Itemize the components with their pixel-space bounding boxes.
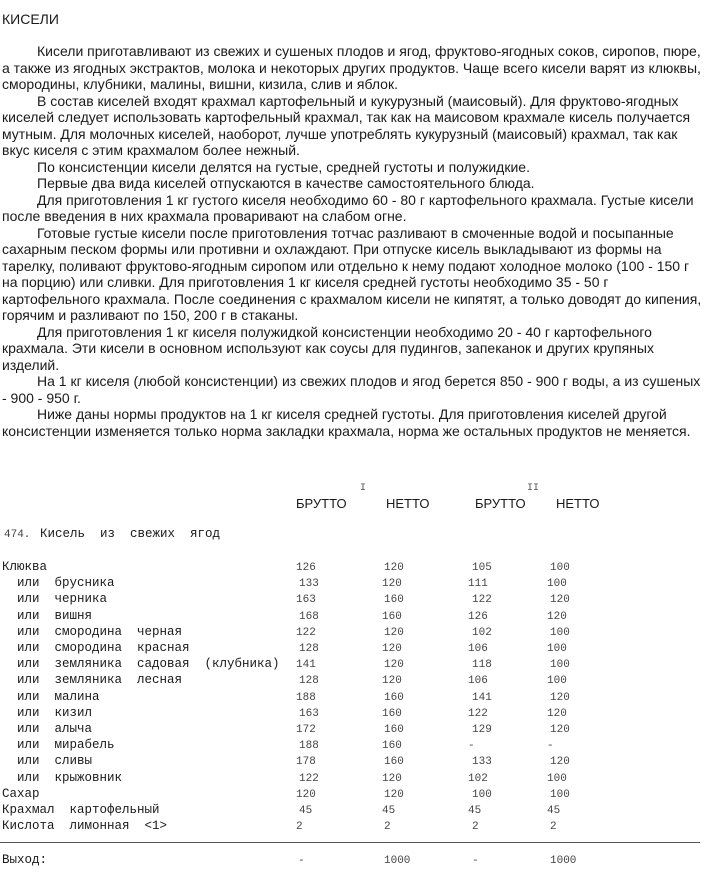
yield-value: -: [298, 855, 305, 867]
quantity-cell: 160: [382, 610, 402, 623]
quantity-cell: 118: [472, 659, 492, 672]
quantity-cell: 160: [384, 691, 404, 704]
ingredient-name: или земляника лесная: [2, 673, 183, 688]
quantity-cell: 122: [296, 626, 316, 639]
quantity-cell: 102: [472, 626, 492, 639]
quantity-cell: 122: [472, 594, 492, 607]
quantity-cell: 163: [299, 707, 319, 720]
quantity-cell: 100: [472, 788, 492, 801]
paragraph: На 1 кг киселя (любой консистенции) из свежих плодов и ягод берется 850 - 900 г воды, а из сушеных - 900 - 950 г.: [2, 373, 701, 406]
quantity-cell: 122: [299, 772, 319, 785]
quantity-cell: 120: [547, 707, 567, 720]
quantity-cell: 120: [550, 756, 570, 769]
recipe-number: 474.: [4, 529, 31, 541]
ingredient-name: или брусника: [2, 576, 115, 591]
ingredient-name: Крахмал картофельный: [2, 803, 160, 817]
yield-value: 1000: [384, 855, 411, 867]
divider: [0, 842, 700, 843]
quantity-cell: 120: [550, 724, 570, 736]
ingredient-name: или земляника садовая (клубника): [2, 657, 280, 672]
ingredient-name: или кизил: [2, 705, 93, 720]
quantity-cell: 120: [550, 594, 570, 607]
quantity-cell: 100: [550, 659, 570, 672]
quantity-cell: 129: [472, 724, 492, 736]
quantity-cell: 178: [296, 756, 316, 769]
quantity-cell: 188: [299, 740, 319, 753]
quantity-cell: 2: [550, 821, 557, 834]
quantity-cell: 133: [299, 578, 319, 591]
ingredient-name: или малина: [2, 689, 100, 704]
quantity-cell: 45: [468, 805, 482, 817]
quantity-cell: 106: [468, 675, 488, 688]
ingredient-name: Сахар: [2, 786, 40, 801]
quantity-cell: 2: [384, 821, 391, 834]
quantity-cell: 100: [547, 675, 567, 688]
quantity-cell: 133: [472, 756, 492, 769]
yield-label: Выход:: [2, 853, 48, 867]
quantity-cell: 122: [468, 707, 488, 720]
quantity-cell: 120: [382, 578, 402, 591]
quantity-cell: 120: [296, 788, 316, 801]
yield-value: 1000: [550, 855, 577, 867]
paragraph: Кисели приготавливают из свежих и сушеных плодов и ягод, фруктово-ягодных соков, сиропов, пюре, а также из ягодных экстрактов, молока и некоторых других продуктов. Чаще всего кисели варят из клюквы, смородины, клубники, малины, вишни, кизила, слив и яблок.: [2, 43, 701, 92]
quantity-cell: 100: [547, 772, 567, 785]
paragraph: Для приготовления 1 кг густого киселя необходимо 60 - 80 г картофельного крахмала. Густые кисели после введения в них крахмала проваривают на слабом огне.: [2, 191, 694, 224]
quantity-cell: 163: [296, 594, 316, 607]
quantity-cell: 102: [468, 772, 488, 785]
paragraph: Для приготовления 1 кг киселя полужидкой консистенции необходимо 20 - 40 г картофельного крахмала. Эти кисели в основном используют как соусы для пудингов, запеканок и других крупяных изделий.: [2, 323, 654, 373]
recipe-title: Кисель из свежих ягод: [40, 527, 221, 541]
quantity-cell: 100: [550, 562, 570, 574]
quantity-cell: 105: [472, 562, 492, 574]
quantity-cell: 111: [468, 578, 488, 591]
quantity-cell: 120: [384, 626, 404, 639]
quantity-cell: 120: [382, 643, 402, 655]
quantity-cell: 120: [550, 691, 570, 704]
quantity-cell: 160: [382, 707, 402, 720]
ingredient-name: или сливы: [2, 754, 93, 769]
quantity-cell: 126: [296, 562, 316, 574]
ingredient-name: или смородина черная: [2, 624, 183, 639]
quantity-cell: 160: [382, 740, 402, 753]
paragraph: Готовые густые кисели после приготовления тотчас разливают в смоченные водой и посыпанные сахарным песком формы или противни и охлаждают. При отпуске кисель выкладывают из формы на тарелку, поливают фруктово-ягодным сиропом или отдельно к нему подают холодное молоко (100 - 150 г на порцию) или сливки. Для приготовления 1 кг киселя средней густоты необходимо 35 - 50 г картофельного крахмала. После соединения с крахмалом кисели не кипятят, а только доводят до кипения, горячим и разливают по 150, 200 г в стаканы.: [2, 224, 702, 323]
quantity-cell: 106: [468, 643, 488, 655]
ingredient-name: или черника: [2, 592, 108, 607]
quantity-cell: 45: [299, 805, 313, 817]
column-header-netto-1: НЕТТО: [386, 496, 430, 511]
ingredient-name: Клюква: [2, 560, 48, 574]
intro-text: [2, 43, 702, 439]
quantity-cell: 188: [296, 691, 316, 704]
ingredient-name: или вишня: [2, 608, 93, 623]
quantity-cell: 2: [296, 821, 303, 834]
ingredient-name: или мирабель: [2, 738, 115, 753]
ingredient-name: или крыжовник: [2, 770, 123, 785]
quantity-cell: 160: [384, 756, 404, 769]
quantity-cell: 100: [550, 626, 570, 639]
column-header-netto-2: НЕТТО: [556, 496, 600, 511]
quantity-cell: 160: [384, 724, 404, 736]
group-label-i: I: [360, 483, 367, 494]
quantity-cell: 45: [547, 805, 561, 817]
ingredient-name: Кислота лимонная <1>: [2, 819, 168, 834]
page-title: КИСЕЛИ: [2, 11, 59, 27]
quantity-cell: 120: [382, 772, 402, 785]
quantity-cell: 141: [472, 691, 492, 704]
yield-value: -: [472, 855, 479, 867]
paragraph: Первые два вида киселей отпускаются в качестве самостоятельного блюда.: [37, 175, 535, 191]
quantity-cell: 141: [296, 659, 316, 672]
quantity-cell: -: [468, 740, 475, 753]
quantity-cell: 160: [384, 594, 404, 607]
column-header-brutto-1: БРУТТО: [296, 496, 347, 511]
ingredient-name: или алыча: [2, 722, 93, 736]
quantity-cell: 100: [547, 643, 567, 655]
quantity-cell: 100: [550, 788, 570, 801]
quantity-cell: 120: [384, 659, 404, 672]
quantity-cell: 2: [472, 821, 479, 834]
quantity-cell: 120: [384, 562, 404, 574]
quantity-cell: 128: [299, 643, 319, 655]
quantity-cell: 172: [296, 724, 316, 736]
group-label-ii: II: [527, 483, 540, 494]
quantity-cell: 128: [299, 675, 319, 688]
ingredient-name: или смородина красная: [2, 641, 190, 655]
quantity-cell: 120: [547, 610, 567, 623]
quantity-cell: 168: [299, 610, 319, 623]
paragraph: В состав киселей входят крахмал картофельный и кукурузный (маисовый). Для фруктово-ягодных киселей следует использовать картофельный крахмал, так как на маисовом крахмале кисель получается мутным. Для молочных киселей, наоборот, лучше употреблять кукурузный (маисовый) крахмал, так как вкус киселя с этим крахмалом более нежный.: [2, 92, 691, 158]
quantity-cell: 126: [468, 610, 488, 623]
quantity-cell: 45: [382, 805, 396, 817]
paragraph: Ниже даны нормы продуктов на 1 кг киселя средней густоты. Для приготовления киселей другой консистенции изменяется только норма закладки крахмала, норма же остальных продуктов не меняется.: [2, 406, 691, 439]
paragraph: По консистенции кисели делятся на густые, средней густоты и полужидкие.: [37, 158, 530, 175]
quantity-cell: 120: [384, 788, 404, 801]
quantity-cell: -: [547, 740, 554, 753]
quantity-cell: 120: [382, 675, 402, 688]
quantity-cell: 100: [547, 578, 567, 591]
column-header-brutto-2: БРУТТО: [475, 496, 526, 511]
